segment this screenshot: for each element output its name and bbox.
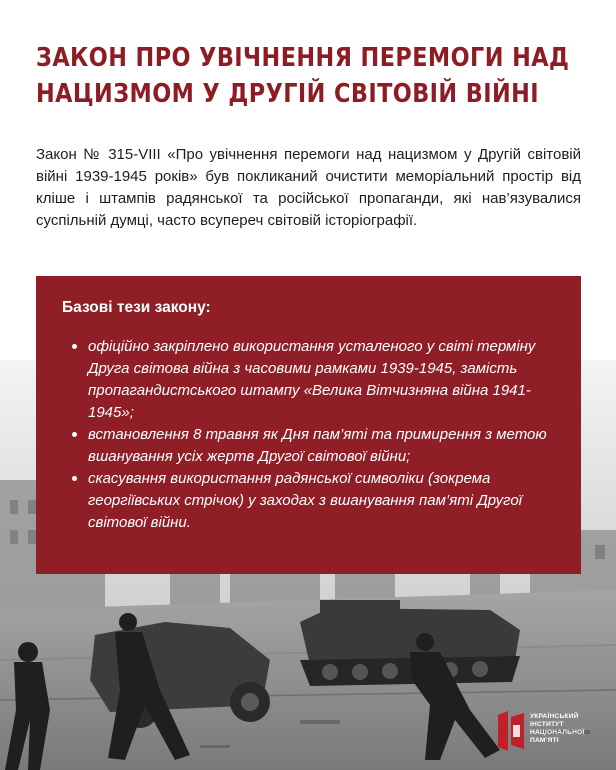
institute-logo <box>498 709 608 759</box>
thesis-item: встановлення 8 травня як Дня пам’яті та примирення з метою вшанування усіх жертв Другої світової війни; <box>88 424 555 468</box>
thesis-item: скасування використання радянської символіки (зокрема георгіївських стрічок) у заходах з вшанування пам’яті Другої світової війни. <box>88 468 555 534</box>
theses-list <box>62 336 555 534</box>
logo-line-4: ПАМ’ЯТІ <box>530 737 559 744</box>
intro-paragraph: Закон № 315-VIII «Про увічнення перемоги над нацизмом у Другій світовій війні 1939-1945 років» був покликаний очистити меморіальний простір від кліше і штампів радянської та російської пропаганди, які нав’язувалися суспільній думці, часто всупереч світовій історіографії. <box>36 146 581 229</box>
law-theses-box <box>36 276 581 574</box>
logo-line-3: НАЦІОНАЛЬНОЇ <box>530 729 585 736</box>
institute-logo-text <box>530 713 610 745</box>
theses-heading: Базові тези закону: <box>62 299 211 316</box>
institute-logo-icon <box>498 711 524 751</box>
logo-line-1: УКРАЇНСЬКИЙ <box>530 713 579 720</box>
logo-line-2: ІНСТИТУТ <box>530 721 564 728</box>
title-line-1: ЗАКОН ПРО УВІЧНЕННЯ ПЕРЕМОГИ НАД <box>36 43 570 73</box>
thesis-item: офіційно закріплено використання усталеного у світі терміну Друга світова війна з часовими рамками 1939-1945, замість пропагандистського штампу «Велика Вітчизняна війна 1941-1945»; <box>88 336 555 424</box>
page-title <box>36 40 595 112</box>
title-line-2: НАЦИЗМОМ У ДРУГІЙ СВІТОВІЙ ВІЙНІ <box>36 79 540 109</box>
